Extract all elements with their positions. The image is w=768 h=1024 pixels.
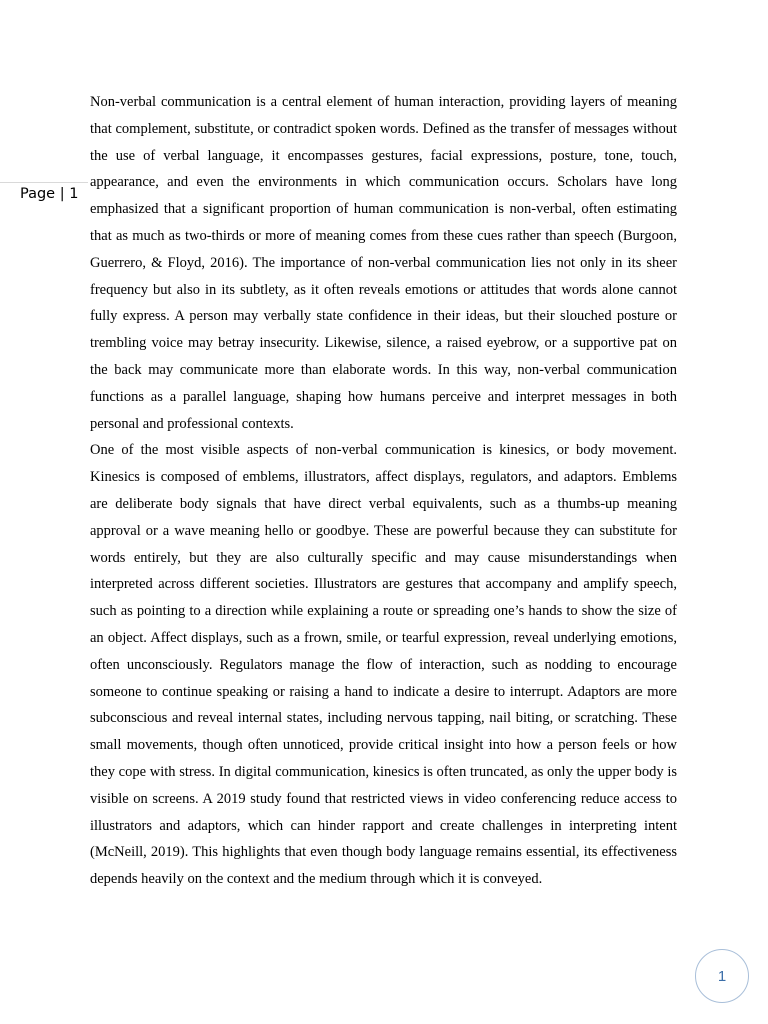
page-margin-label: Page | 1 <box>0 182 88 204</box>
paragraph-2: One of the most visible aspects of non-verbal communication is kinesics, or body movement. Kinesics is composed of emblems, illustrators, affect displays, regulators, and adaptors. Emblems are deliberate body signals that have direct verbal equivalents, such as a thumbs-up meaning approval or a wave meaning hello or goodbye. These are powerful because they can substitute for words entirely, but they are also culturally specific and may cause misunderstandings when interpreted across different societies. Illustrators are gestures that accompany and amplify speech, such as pointing to a direction while explaining a route or spreading one’s hands to show the size of an object. Affect displays, such as a frown, smile, or tearful expression, reveal underlying emotions, often unconsciously. Regulators manage the flow of interaction, such as nodding to encourage someone to continue speaking or raising a hand to indicate a desire to interrupt. Adaptors are more subconscious and reveal internal states, including nervous tapping, nail biting, or scratching. These small movements, though often unnoticed, provide critical insight into how a person feels or how they cope with stress. In digital communication, kinesics is often truncated, as only the upper body is visible on screens. A 2019 study found that restricted views in video conferencing reduce access to illustrators and adaptors, which can hinder rapport and create challenges in interpreting intent (McNeill, 2019). This highlights that even though body language remains essential, its effectiveness depends heavily on the context and the medium through which it is conveyed. <box>90 442 677 888</box>
paragraph-1: Non-verbal communication is a central element of human interaction, providing layers of meaning that complement, substitute, or contradict spoken words. Defined as the transfer of messages without the use of verbal language, it encompasses gestures, facial expressions, posture, tone, touch, appearance, and even the environments in which communication occurs. Scholars have long emphasized that a significant proportion of human communication is non-verbal, often estimating that as much as two-thirds or more of meaning comes from these cues rather than speech (Burgoon, Guerrero, & Floyd, 2016). The importance of non-verbal communication lies not only in its sheer frequency but also in its subtlety, as it often reveals emotions or attitudes that words alone cannot fully express. A person may verbally state confidence in their ideas, but their slouched posture or trembling voice may betray insecurity. Likewise, silence, a raised eyebrow, or a supportive pat on the back may communicate more than elaborate words. In this way, non-verbal communication functions as a parallel language, shaping how humans perceive and interpret messages in both personal and professional contexts. <box>90 94 677 432</box>
page-number-badge <box>695 949 749 1003</box>
page-number: 1 <box>717 967 727 985</box>
document-body <box>90 89 677 893</box>
